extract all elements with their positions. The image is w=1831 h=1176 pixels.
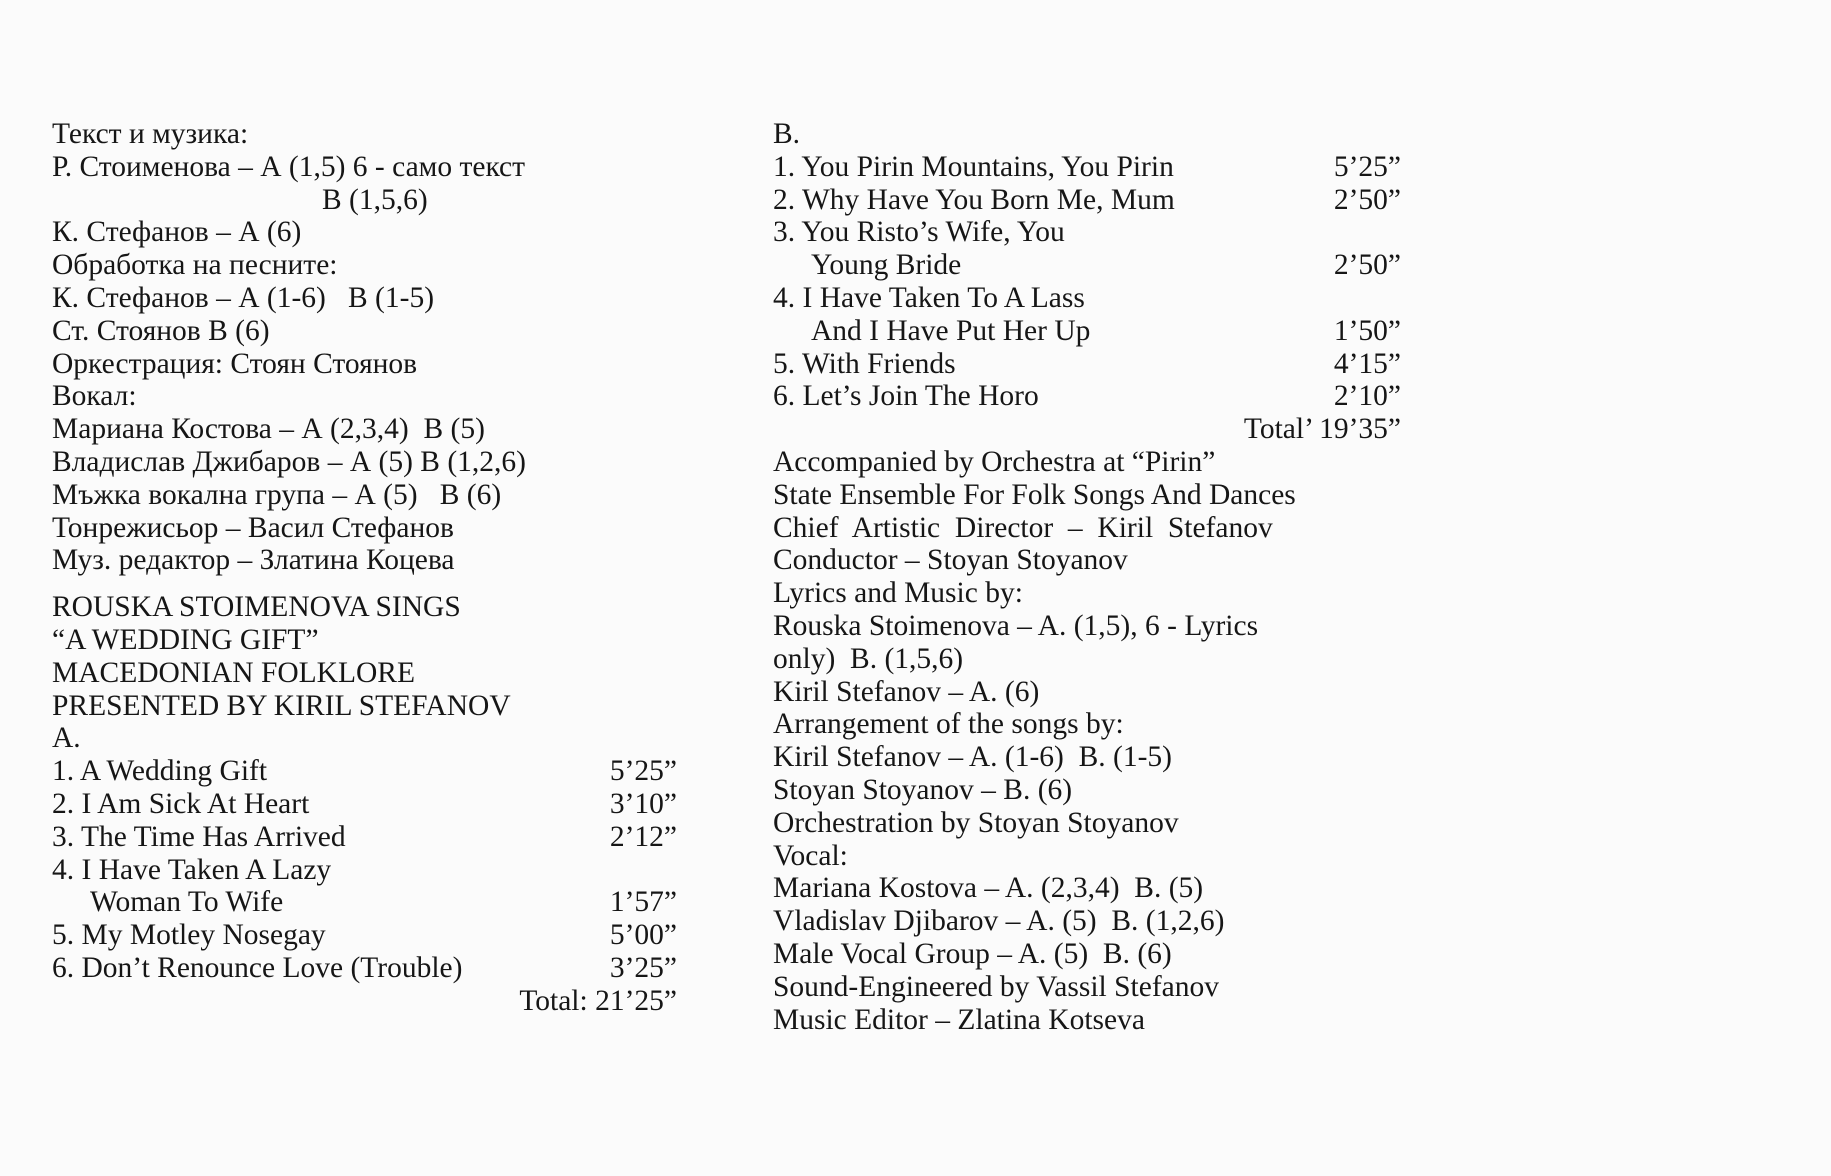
track-row — [52, 755, 677, 788]
title-line: MACEDONIAN FOLKLORE — [52, 656, 416, 689]
track-row — [773, 380, 1401, 413]
credit-line: Accompanied by Orchestra at “Pirin” — [773, 445, 1216, 478]
track-title: 3. You Risto’s Wife, You — [773, 216, 1065, 249]
left-column — [52, 118, 677, 1018]
credit-line: Муз. редактор – Златина Коцева — [52, 544, 455, 577]
track-title: 2. I Am Sick At Heart — [52, 787, 310, 820]
credit-line: Conductor – Stoyan Stoyanov — [773, 544, 1128, 577]
track-row — [773, 282, 1401, 315]
album-title — [52, 591, 677, 722]
credit-line: Kiril Stefanov – A. (6) — [773, 675, 1040, 708]
credit-line: State Ensemble For Folk Songs And Dances — [773, 478, 1296, 511]
track-row — [52, 854, 677, 887]
credit-line: Оркестрация: Стоян Стоянов — [52, 347, 418, 380]
track-time: 2’50” — [1333, 183, 1401, 216]
credit-line: Мариана Костова – А (2,3,4) В (5) — [52, 413, 485, 446]
credit-line: Sound-Engineered by Vassil Stefanov — [773, 970, 1219, 1003]
track-title: Woman To Wife — [90, 886, 284, 919]
credit-line: Текст и музика: — [52, 118, 249, 150]
credit-line: Lyrics and Music by: — [773, 577, 1023, 610]
track-title: 5. My Motley Nosegay — [52, 919, 326, 952]
credit-line: В (1,5,6) — [322, 183, 428, 216]
credits-english — [773, 446, 1401, 1036]
track-time: 2’50” — [1333, 249, 1401, 282]
credit-line: Р. Стоименова – А (1,5) 6 - само текст — [52, 150, 526, 183]
track-title: 4. I Have Taken A Lazy — [52, 853, 332, 886]
credit-line: Music Editor – Zlatina Kotseva — [773, 1003, 1145, 1036]
credit-line: Orchestration by Stoyan Stoyanov — [773, 806, 1179, 839]
credit-line: Rouska Stoimenova – A. (1,5), 6 - Lyrics — [773, 609, 1259, 642]
track-time: 1’50” — [1333, 314, 1401, 347]
credit-line: Ст. Стоянов В (6) — [52, 314, 270, 347]
track-time: 3’10” — [609, 787, 677, 820]
track-title: 5. With Friends — [773, 347, 956, 380]
track-row — [773, 184, 1401, 217]
side-b-total: Total’ 19’35” — [1243, 413, 1401, 446]
track-row — [773, 249, 1401, 282]
title-line: PRESENTED BY KIRIL STEFANOV — [52, 689, 511, 722]
track-title: Young Bride — [811, 249, 962, 282]
credits-bulgarian — [52, 118, 677, 577]
credit-line: Male Vocal Group – A. (5) B. (6) — [773, 937, 1172, 970]
track-title: 1. A Wedding Gift — [52, 755, 268, 788]
credit-line: Vocal: — [773, 839, 848, 872]
track-time: 5’25” — [1333, 150, 1401, 183]
track-time: 5’00” — [609, 919, 677, 952]
right-column — [773, 118, 1401, 1036]
title-line: ROUSKA STOIMENOVA SINGS — [52, 591, 461, 624]
credit-line: Mariana Kostova – A. (2,3,4) B. (5) — [773, 872, 1204, 905]
credit-line: Vladislav Djibarov – A. (5) B. (1,2,6) — [773, 905, 1225, 938]
credit-line: Arrangement of the songs by: — [773, 708, 1124, 741]
credit-line: Chief Artistic Director – Kiril Stefanov — [773, 511, 1273, 544]
credit-line: Вокал: — [52, 380, 137, 413]
track-time: 2’12” — [609, 820, 677, 853]
track-title: And I Have Put Her Up — [811, 314, 1091, 347]
track-title: 3. The Time Has Arrived — [52, 820, 346, 853]
credit-line: Мъжка вокална група – А (5) В (6) — [52, 478, 502, 511]
track-row — [773, 348, 1401, 381]
track-title: 6. Don’t Renounce Love (Trouble) — [52, 951, 463, 984]
track-row — [773, 315, 1401, 348]
track-row — [52, 952, 677, 985]
track-title: 2. Why Have You Born Me, Mum — [773, 183, 1175, 216]
credit-line: Обработка на песните: — [52, 249, 338, 282]
track-title: 1. You Pirin Mountains, You Pirin — [773, 150, 1174, 183]
side-a-total: Total: 21’25” — [519, 984, 677, 1017]
credit-line: Тонрежисьор – Васил Стефанов — [52, 511, 454, 544]
track-time: 4’15” — [1333, 347, 1401, 380]
track-row — [52, 919, 677, 952]
track-row — [773, 216, 1401, 249]
track-row — [52, 788, 677, 821]
track-time: 1’57” — [609, 886, 677, 919]
track-time: 3’25” — [609, 951, 677, 984]
side-a-tracklist — [52, 755, 677, 985]
track-row — [773, 151, 1401, 184]
side-b-label: B. — [773, 118, 801, 150]
side-b-tracklist — [773, 151, 1401, 413]
credit-line: Stoyan Stoyanov – B. (6) — [773, 773, 1073, 806]
track-title: 6. Let’s Join The Horo — [773, 380, 1039, 413]
credit-line: Kiril Stefanov – A. (1-6) B. (1-5) — [773, 741, 1172, 774]
credit-line: К. Стефанов – А (6) — [52, 216, 302, 249]
credit-line: Владислав Джибаров – А (5) В (1,2,6) — [52, 445, 526, 478]
title-line: “A WEDDING GIFT” — [52, 623, 319, 656]
track-time: 5’25” — [609, 755, 677, 788]
track-title: 4. I Have Taken To A Lass — [773, 281, 1085, 314]
track-row — [52, 821, 677, 854]
side-a-label: A. — [52, 722, 81, 755]
credit-line: К. Стефанов – А (1-6) В (1-5) — [52, 281, 435, 314]
track-row — [52, 886, 677, 919]
track-time: 2’10” — [1333, 380, 1401, 413]
credit-line: only) B. (1,5,6) — [773, 642, 964, 675]
